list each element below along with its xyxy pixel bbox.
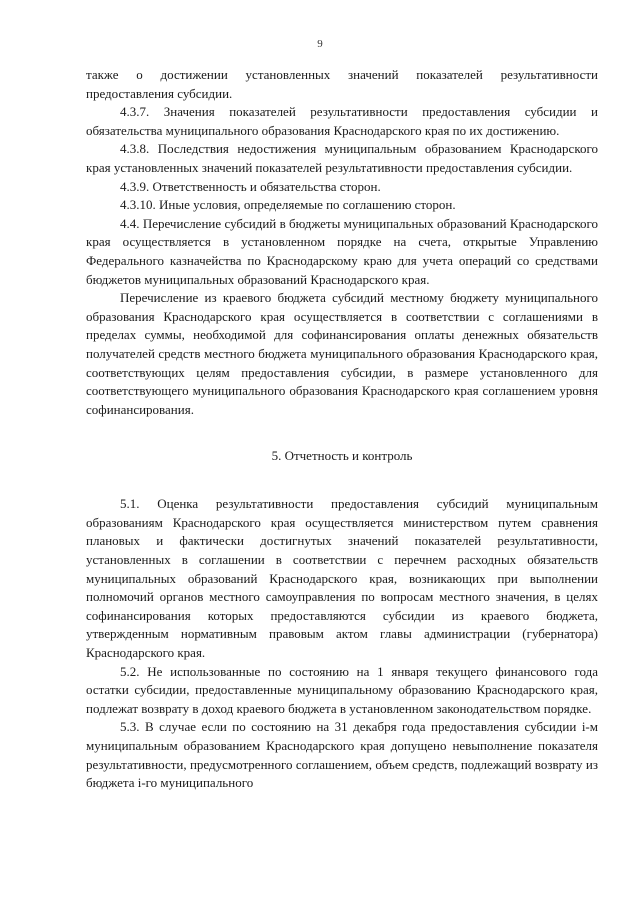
paragraph-continuation: также о достижении установленных значений показателей результативности предоставления субсидии. — [86, 67, 598, 101]
paragraph-5-3: 5.3. В случае если по состоянию на 31 декабря года предоставления субсидии i-м муниципальным образованием Краснодарского края допущено невыполнение показателя результативности, предусмотренного соглашением, объем средств, подлежащий возврату из бюджета i-го муниципального — [86, 719, 598, 791]
paragraph-5-2: 5.2. Не использованные по состоянию на 1 января текущего финансового года остатки субсидии, предоставленные муниципальному образованию Краснодарского края, подлежат возврату в доход краевого бюджета в установленном законодательством порядке. — [86, 663, 598, 716]
paragraph-4-3-8: 4.3.8. Последствия недостижения муниципальным образованием Краснодарского края установленных значений показателей результативности предоставления субсидии. — [86, 141, 598, 175]
section-heading: 5. Отчетность и контроль — [271, 448, 413, 464]
paragraph-4-3-7: 4.3.7. Значения показателей результативности предоставления субсидии и обязательства муниципального образования Краснодарского края по их достижению. — [86, 104, 598, 138]
document-body — [86, 66, 598, 793]
paragraph-5-1: 5.1. Оценка результативности предоставления субсидий муниципальным образованиям Краснодарского края осуществляется министерством путем сравнения плановых и фактически достигнутых значений показателей результативности, установленных в соглашении в соответствии с перечнем расходных обязательств муниципальных образований Краснодарского края, возникающих при выполнении полномочий органов местного самоуправления по вопросам местного значения, в целях софинансирования которых предоставляются субсидии из краевого бюджета, утвержденным нормативным правовым актом главы администрации (губернатора) Краснодарского края. — [86, 496, 598, 661]
paragraph-4-3-10: 4.3.10. Иные условия, определяемые по соглашению сторон. — [120, 197, 456, 213]
paragraph-4-4: 4.4. Перечисление субсидий в бюджеты муниципальных образований Краснодарского края осуществляется в установленном порядке на счета, открытые Управлению Федерального казначейства по Краснодарскому краю для учета операций со средствами бюджетов муниципальных образований Краснодарского края. — [86, 215, 598, 287]
paragraph-4-3-9: 4.3.9. Ответственность и обязательства сторон. — [120, 178, 381, 194]
paragraph-transfer: Перечисление из краевого бюджета субсидий местному бюджету муниципального образования Краснодарского края осуществляется в соответствии с соглашениями в пределах суммы, необходимой для софинансирования оплаты денежных обязательств получателей средств местного бюджета муниципального образования Краснодарского края, соответствующих целям предоставления субсидии, в размере установленного для соответствующего муниципального образования Краснодарского края соглашением уровня софинансирования. — [86, 290, 598, 417]
page-number: 9 — [317, 38, 323, 50]
